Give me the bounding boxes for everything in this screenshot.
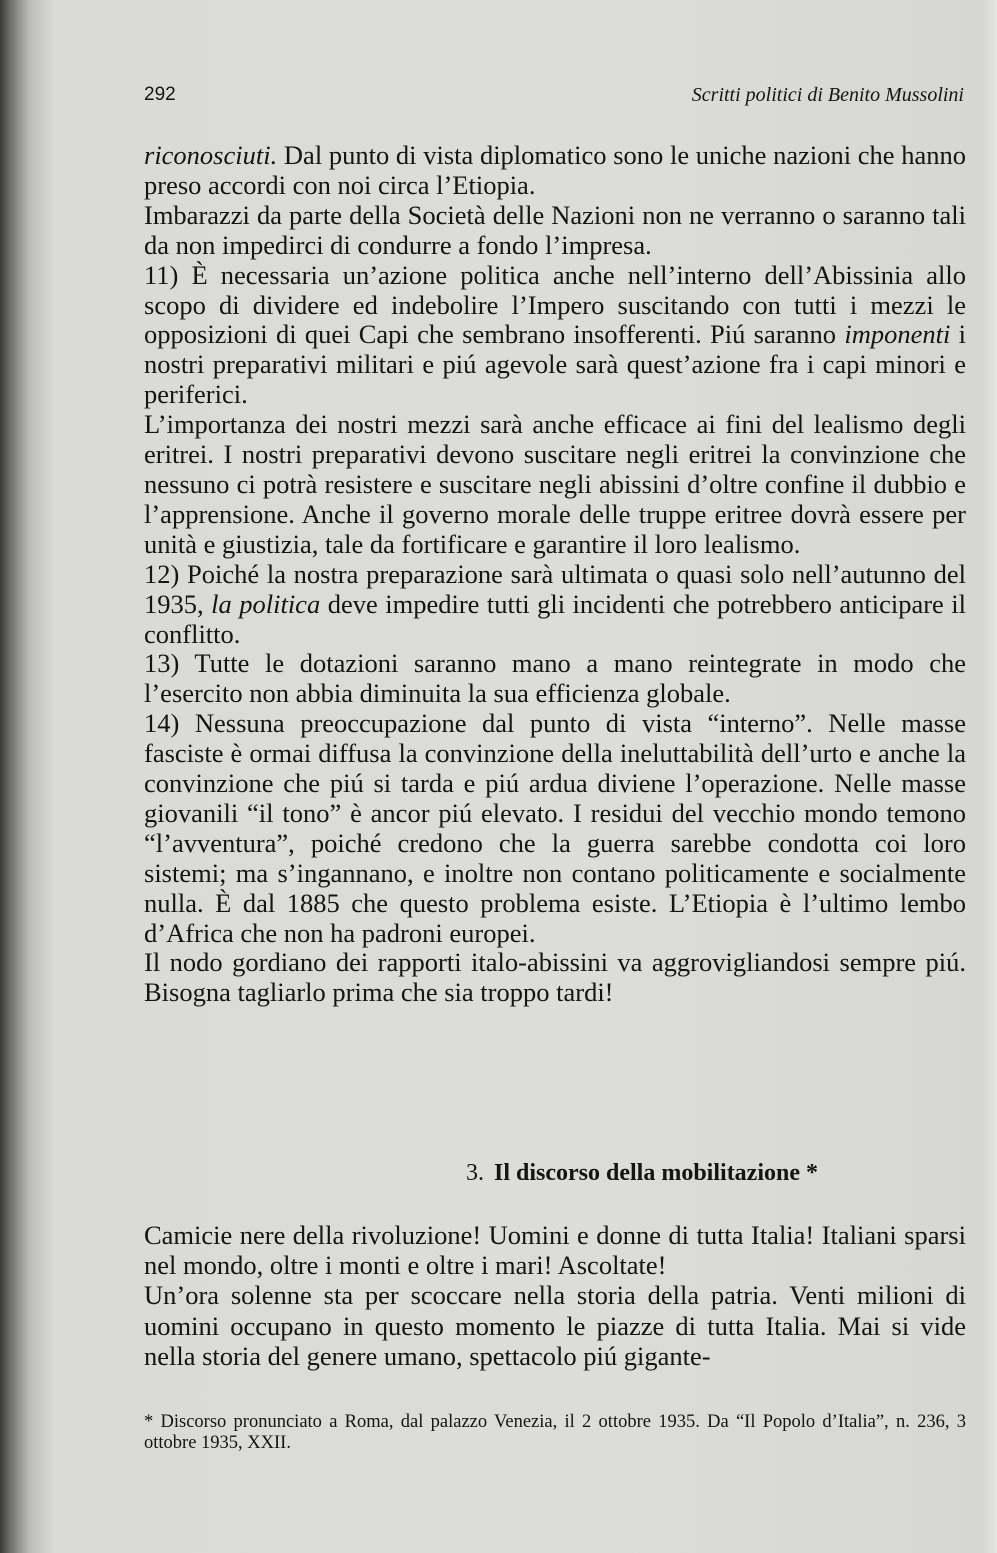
paragraph-point-11: 11) È necessaria un’azione politica anche nell’interno dell’Abissinia allo scopo di dividere ed indebolire l’Impero suscitando con tutti i mezzi le opposizioni di quei Capi che sembrano insofferenti. Piú saranno imponenti i nostri preparativi militari e piú agevole sarà quest’azione fra i capi minori e periferici. bbox=[144, 259, 966, 410]
paragraph-1: riconosciuti. Dal punto di vista diplomatico sono le uniche nazioni che hanno preso accordi con noi circa l’Etiopia. bbox=[144, 140, 966, 200]
section-paragraph-1: Camicie nere della rivoluzione! Uomini e donne di tutta Italia! Italiani sparsi nel mondo, oltre i monti e oltre i mari! Ascoltate! bbox=[144, 1220, 966, 1281]
section-paragraph-2: Un’ora solenne sta per scoccare nella storia della patria. Venti milioni di uomini occupano in questo momento le piazze di tutta Italia. Mai si vide nella storia del genere umano, spettacolo piú gigante- bbox=[144, 1280, 966, 1371]
italic-word: la politica bbox=[211, 588, 321, 619]
paragraph-point-14: 14) Nessuna preoccupazione dal punto di vista “interno”. Nelle masse fasciste è ormai diffusa la convinzione della ineluttabilità dell’urto e anche la convinzione che piú si tarda e piú ardua diviene l’operazione. Nelle masse giovanili “il tono” è ancor piú elevato. I residui del vecchio mondo temono “l’avventura”, poiché credono che la guerra sarebbe condotta coi loro sistemi; ma s’ingannano, e inoltre non contano politicamente e socialmente nulla. È dal 1885 che questo problema esiste. L’Etiopia è l’ultimo lembo d’Africa che non ha padroni europei. bbox=[144, 708, 966, 948]
running-head bbox=[144, 84, 966, 114]
page-number: 292 bbox=[144, 84, 176, 105]
paragraph-8: Il nodo gordiano dei rapporti italo-abissini va aggrovigliandosi sempre piú. Bisogna tagliarlo prima che sia troppo tardi! bbox=[144, 947, 966, 1008]
paragraph-point-12: 12) Poiché la nostra preparazione sarà ultimata o quasi solo nell’autunno del 1935, la politica deve impedire tutti gli incidenti che potrebbero anticipare il conflitto. bbox=[144, 558, 967, 649]
footnote: * Discorso pronunciato a Roma, dal palazzo Venezia, il 2 ottobre 1935. Da “Il Popolo d’Italia”, n. 236, 3 ottobre 1935, XXII. bbox=[144, 1412, 966, 1453]
section-heading bbox=[466, 1160, 818, 1187]
section-title: Il discorso della mobilitazione * bbox=[494, 1160, 818, 1186]
italic-word: riconosciuti. bbox=[144, 140, 278, 170]
body-text bbox=[144, 141, 966, 1008]
italic-word: imponenti bbox=[844, 319, 951, 350]
section-text bbox=[144, 1220, 966, 1371]
paragraph-2: Imbarazzi da parte della Società delle Nazioni non ne verranno o saranno tali da non impedirci di condurre a fondo l’impresa. bbox=[144, 199, 966, 260]
paragraph-4: L’importanza dei nostri mezzi sarà anche efficace ai fini del lealismo degli eritrei. I nostri preparativi devono suscitare negli eritrei la convinzione che nessuno ci potrà resistere e suscitare negli abissini d’oltre confine il dubbio e l’apprensione. Anche il governo morale delle truppe eritree dovrà essere per unità e giustizia, tale da fortificare e garantire il loro lealismo. bbox=[144, 409, 966, 559]
section-number: 3. bbox=[466, 1160, 484, 1186]
running-title: Scritti politici di Benito Mussolini bbox=[691, 84, 964, 106]
paragraph-point-13: 13) Tutte le dotazioni saranno mano a mano reintegrate in modo che l’esercito non abbia diminuita la sua efficienza globale. bbox=[144, 648, 966, 709]
